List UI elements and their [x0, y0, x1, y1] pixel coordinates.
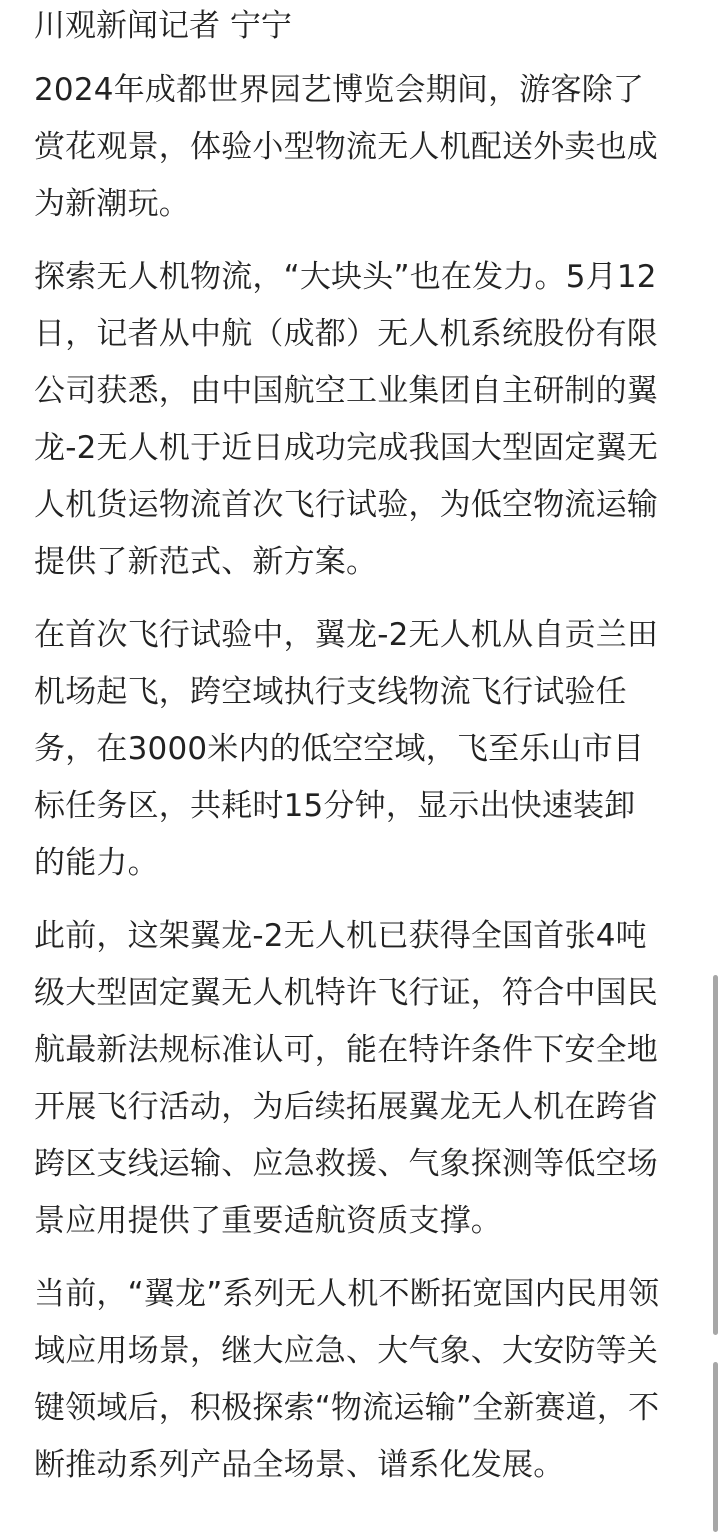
- text-line: 赏花观景，体验小型物流无人机配送外卖也成: [34, 129, 658, 165]
- text-line: 标任务区，共耗时15分钟，显示出快速装卸: [34, 788, 636, 824]
- text-line: 探索无人机物流，“大块头”也在发力。5月12: [34, 259, 657, 295]
- text-line: 提供了新范式、新方案。: [34, 544, 378, 580]
- text-line: 公司获悉，由中国航空工业集团自主研制的翼: [34, 373, 658, 409]
- article-body: [34, 0, 690, 1510]
- paragraph-1: [34, 62, 690, 233]
- text-line: 航最新法规标准认可，能在特许条件下安全地: [34, 1032, 658, 1068]
- text-line: 此前，这架翼龙-2无人机已获得全国首张4吨: [34, 918, 647, 954]
- text-line: 人机货运物流首次飞行试验，为低空物流运输: [34, 487, 658, 523]
- text-line: 景应用提供了重要适航资质支撑。: [34, 1203, 502, 1239]
- text-line: 域应用场景，继大应急、大气象、大安防等关: [34, 1333, 658, 1369]
- text-line: 务，在3000米内的低空空域，飞至乐山市目: [34, 731, 645, 767]
- text-line: 为新潮玩。: [34, 186, 190, 222]
- scrollbar-thumb[interactable]: [713, 975, 718, 1335]
- paragraph-2: [34, 249, 690, 591]
- text-line: 开展飞行活动，为后续拓展翼龙无人机在跨省: [34, 1089, 658, 1125]
- paragraph-5: [34, 1266, 690, 1494]
- paragraph-4: [34, 908, 690, 1250]
- text-line: 机场起飞，跨空域执行支线物流飞行试验任: [34, 674, 627, 710]
- text-line: 的能力。: [34, 845, 159, 881]
- text-line: 断推动系列产品全场景、谱系化发展。: [34, 1447, 565, 1483]
- text-line: 当前，“翼龙”系列无人机不断拓宽国内民用领: [34, 1276, 660, 1312]
- text-line: 日，记者从中航（成都）无人机系统股份有限: [34, 316, 658, 352]
- text-line: 2024年成都世界园艺博览会期间，游客除了: [34, 72, 645, 108]
- text-line: 级大型固定翼无人机特许飞行证，符合中国民: [34, 975, 658, 1011]
- text-line: 龙-2无人机于近日成功完成我国大型固定翼无: [34, 430, 659, 466]
- byline: 川观新闻记者 宁宁: [34, 8, 292, 44]
- scrollbar-thumb[interactable]: [713, 1362, 718, 1532]
- text-line: 跨区支线运输、应急救援、气象探测等低空场: [34, 1146, 658, 1182]
- paragraph-3: [34, 607, 690, 892]
- text-line: 键领域后，积极探索“物流运输”全新赛道，不: [34, 1390, 660, 1426]
- text-line: 在首次飞行试验中，翼龙-2无人机从自贡兰田: [34, 617, 659, 653]
